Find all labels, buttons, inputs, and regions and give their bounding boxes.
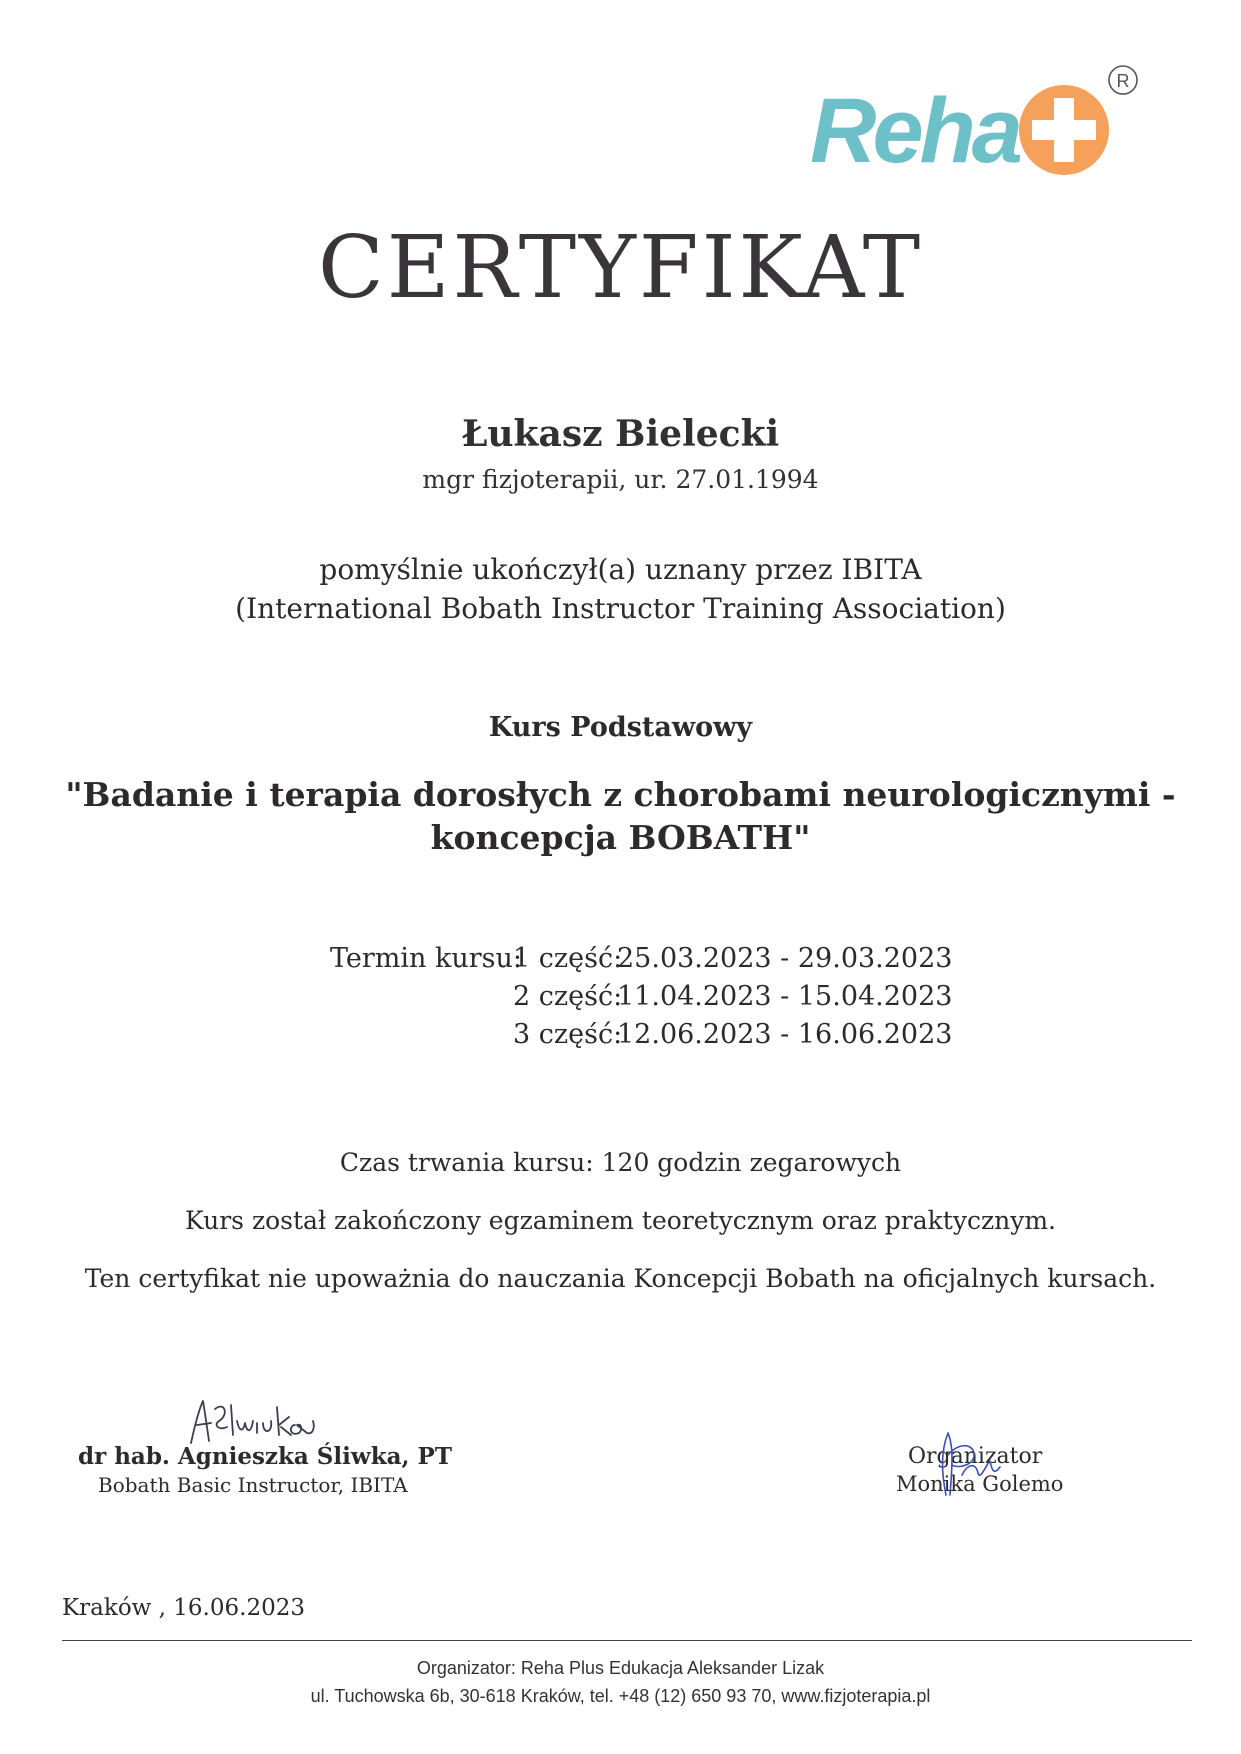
organizer-signature [928,1425,1008,1505]
course-part-range: 25.03.2023 - 29.03.2023 [617,943,953,974]
recipient-name: Łukasz Bielecki [461,413,780,455]
certificate-note: Ten certyfikat nie upoważnia do nauczania Koncepcji Bobath na oficjalnych kursach. [84,1264,1157,1293]
instructor-role: Bobath Basic Instructor, IBITA [98,1473,408,1497]
course-title-line-1: "Badanie i terapia dorosłych z chorobami neurologicznymi - [65,775,1176,814]
registered-mark-letter: R [1116,71,1130,91]
course-part-label: 2 część: [513,981,623,1012]
completion-line-2: (International Bobath Instructor Training Association) [235,592,1006,625]
recipient-description: mgr fizjoterapii, ur. 27.01.1994 [422,465,819,494]
certificate-title: CERTYFIKAT [317,218,924,318]
course-duration: Czas trwania kursu: 120 godzin zegarowych [339,1148,902,1177]
footer-contact: ul. Tuchowska 6b, 30-618 Kraków, tel. +48 (12) 650 93 70, www.fizjoterapia.pl [310,1686,931,1706]
logo-plus-vertical [1054,98,1074,162]
organizer-label: Organizator [908,1444,1043,1469]
course-type: Kurs Podstawowy [488,712,753,743]
footer-organizer: Organizator: Reha Plus Edukacja Aleksander Lizak [416,1658,825,1678]
logo-wordmark: Reha [810,80,1019,182]
course-title-line-2: koncepcja BOBATH" [430,818,811,857]
place-and-date: Kraków , 16.06.2023 [62,1595,305,1621]
footer-divider [62,1640,1192,1641]
organizer-name: Monika Golemo [896,1472,1064,1496]
course-part-range: 12.06.2023 - 16.06.2023 [617,1019,953,1050]
exam-note: Kurs został zakończony egzaminem teoretycznym oraz praktycznym. [184,1206,1057,1235]
reha-plus-logo [800,58,1180,188]
course-part-range: 11.04.2023 - 15.04.2023 [617,981,953,1012]
course-part-label: 1 część: [513,943,623,974]
course-part-label: 3 część: [513,1019,623,1050]
course-dates-label: Termin kursu: [330,943,523,974]
completion-line-1: pomyślnie ukończył(a) uznany przez IBITA [319,553,922,586]
instructor-name: dr hab. Agnieszka Śliwka, PT [78,1443,452,1470]
